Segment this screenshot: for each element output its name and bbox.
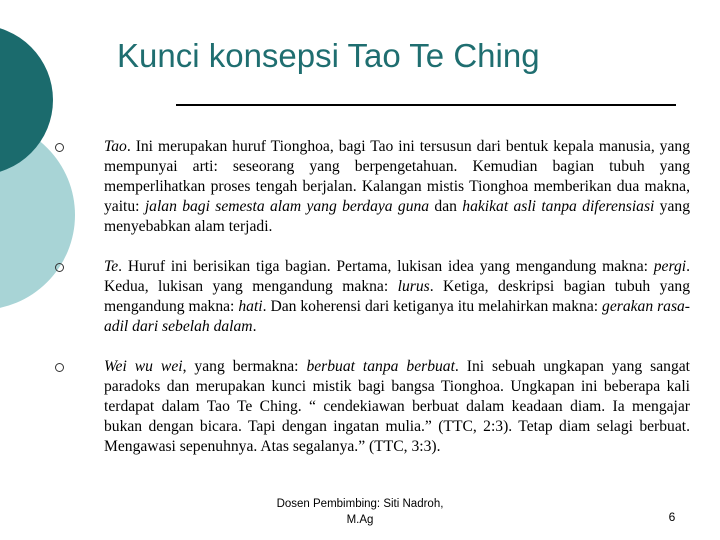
italic-term: Tao — [104, 138, 127, 155]
footer-line-1: Dosen Pembimbing: Siti Nadroh, — [276, 498, 444, 510]
italic-term: jalan bagi semesta alam yang berdaya guna — [144, 198, 430, 215]
bullet-list — [50, 137, 690, 457]
text-run: , yang bermakna: — [182, 358, 307, 375]
slide-title: Kunci konsepsi Tao Te Ching — [117, 37, 540, 74]
bullet-item-tao — [50, 137, 690, 257]
bullet-text — [104, 257, 690, 337]
bullet-item-te — [50, 257, 690, 357]
title-underline — [176, 104, 676, 106]
text-run: dan — [429, 198, 463, 215]
italic-term: pergi — [653, 258, 687, 275]
bullet-text — [104, 357, 690, 457]
italic-term: gerakan rasa-adil dari sebelah dalam — [104, 298, 690, 335]
text-run: . Ini sebuah ungkapan yang sangat paradoks dan merupakan kunci mistik bagi bangsa Tionghoa. Ungkapan ini beberapa kali terdapat dalam Tao Te Ching. “ cendekiawan berbuat dalam keadaan diam. Ia mengajar bukan dengan bicara. Tapi dengan ingatan mulia.” (TTC, 2:3). Tetap diam selagi berbuat. Mengawasi sepenuhnya. Atas segalanya.” (TTC, 3:3). — [104, 358, 690, 455]
italic-term: Te — [104, 258, 119, 275]
text-run: . Ketiga, deskripsi bagian tubuh yang mengandung makna: — [104, 278, 690, 315]
footer-lecturer — [250, 496, 470, 528]
text-run: . Huruf ini berisikan tiga bagian. Pertama, lukisan idea yang mengandung makna: — [118, 258, 654, 275]
bullet-circle-icon — [55, 143, 64, 152]
bullet-text — [104, 137, 690, 237]
italic-term: berbuat tanpa berbuat — [306, 358, 455, 375]
page-number: 6 — [668, 510, 676, 524]
italic-term: lurus — [397, 278, 430, 295]
text-run: . — [252, 318, 257, 335]
footer-line-2: M.Ag — [346, 514, 374, 526]
bullet-item-wei-wu-wei — [50, 357, 690, 457]
text-run: . Kedua, lukisan yang mengandung makna: — [104, 258, 690, 295]
bullet-circle-icon — [55, 363, 64, 372]
italic-term: Wei wu wei — [104, 358, 183, 375]
bullet-circle-icon — [55, 263, 64, 272]
text-run: . Ini merupakan huruf Tionghoa, bagi Tao ini tersusun dari bentuk kepala manusia, yang mempunyai arti: seseorang yang berpengetahuan. Kemudian bagian tubuh yang memperlihatkan proses tengah berjalan. Kalangan mistis Tionghoa memberikan dua makna, yaitu: — [104, 138, 690, 215]
italic-term: hati — [238, 298, 263, 315]
text-run: . Dan koherensi dari ketiganya itu melahirkan makna: — [262, 298, 603, 315]
italic-term: hakikat asli tanpa diferensiasi — [462, 198, 655, 215]
text-run: yang menyebabkan alam terjadi. — [104, 198, 690, 235]
